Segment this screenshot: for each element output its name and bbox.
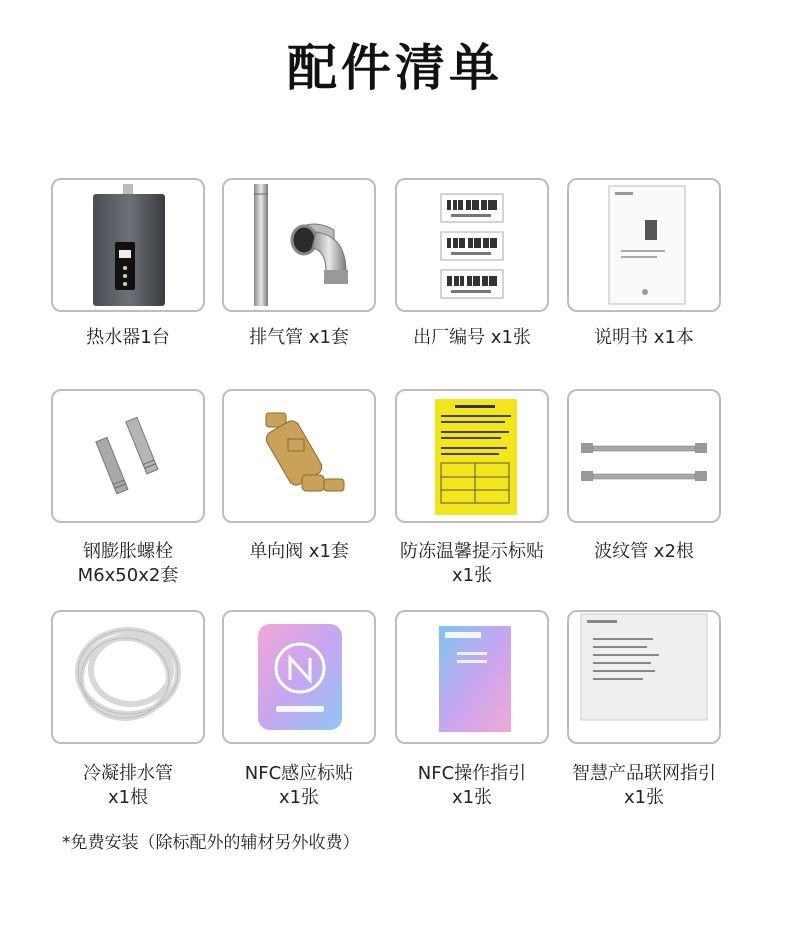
card-check-valve — [222, 389, 376, 523]
item-name: 波纹管 x2根 — [594, 541, 694, 562]
expansion-bolts-icon — [53, 391, 203, 521]
smart-product-guide-icon — [569, 612, 719, 742]
card-nfc-sticker — [222, 610, 376, 744]
item-quantity: M6x50x2套 — [77, 565, 179, 586]
item-label — [385, 326, 559, 350]
check-valve-icon — [224, 391, 374, 521]
card-manual — [567, 178, 721, 312]
item-label — [212, 762, 386, 810]
exhaust-pipe-icon — [224, 180, 374, 310]
item-quantity: x1张 — [451, 787, 493, 808]
item-label — [212, 326, 386, 350]
card-corrugated-hoses — [567, 389, 721, 523]
item-name: NFC操作指引 — [417, 763, 527, 784]
item-label — [41, 540, 215, 588]
item-label — [557, 326, 731, 350]
item-label — [385, 762, 559, 810]
item-label — [385, 540, 559, 588]
card-exhaust-pipe — [222, 178, 376, 312]
card-antifreeze-sticker — [395, 389, 549, 523]
item-name: 智慧产品联网指引 — [572, 763, 716, 784]
card-expansion-bolts — [51, 389, 205, 523]
item-name: 排气管 x1套 — [249, 327, 349, 348]
condensate-drain-hose-icon — [53, 612, 203, 742]
footnote: *免费安装（除标配外的辅材另外收费） — [62, 833, 360, 853]
nfc-guide-icon — [397, 612, 547, 742]
nfc-sticker-icon — [224, 612, 374, 742]
corrugated-hoses-icon — [569, 391, 719, 521]
card-barcode-labels — [395, 178, 549, 312]
item-quantity: x1张 — [278, 787, 320, 808]
item-quantity: x1张 — [623, 787, 665, 808]
item-name: 说明书 x1本 — [594, 327, 694, 348]
item-name: NFC感应标贴 — [244, 763, 354, 784]
item-label — [41, 762, 215, 810]
antifreeze-sticker-icon — [397, 391, 547, 521]
card-water-heater — [51, 178, 205, 312]
card-condensate-hose — [51, 610, 205, 744]
item-name: 冷凝排水管 — [83, 763, 173, 784]
card-nfc-guide — [395, 610, 549, 744]
item-quantity: x1张 — [451, 565, 493, 586]
card-smart-guide — [567, 610, 721, 744]
page-title: 配件清单 — [287, 39, 503, 97]
water-heater-icon — [53, 180, 203, 310]
item-name: 防冻温馨提示标贴 — [400, 541, 544, 562]
manual-booklet-icon — [569, 180, 719, 310]
barcode-labels-icon — [397, 180, 547, 310]
item-name: 出厂编号 x1张 — [413, 327, 531, 348]
item-label — [557, 540, 731, 564]
item-name: 单向阀 x1套 — [249, 541, 349, 562]
item-quantity: x1根 — [107, 787, 149, 808]
item-label — [557, 762, 731, 810]
item-label — [41, 326, 215, 350]
item-label — [212, 540, 386, 564]
item-name: 热水器1台 — [86, 327, 170, 348]
item-name: 钢膨胀螺栓 — [83, 541, 173, 562]
